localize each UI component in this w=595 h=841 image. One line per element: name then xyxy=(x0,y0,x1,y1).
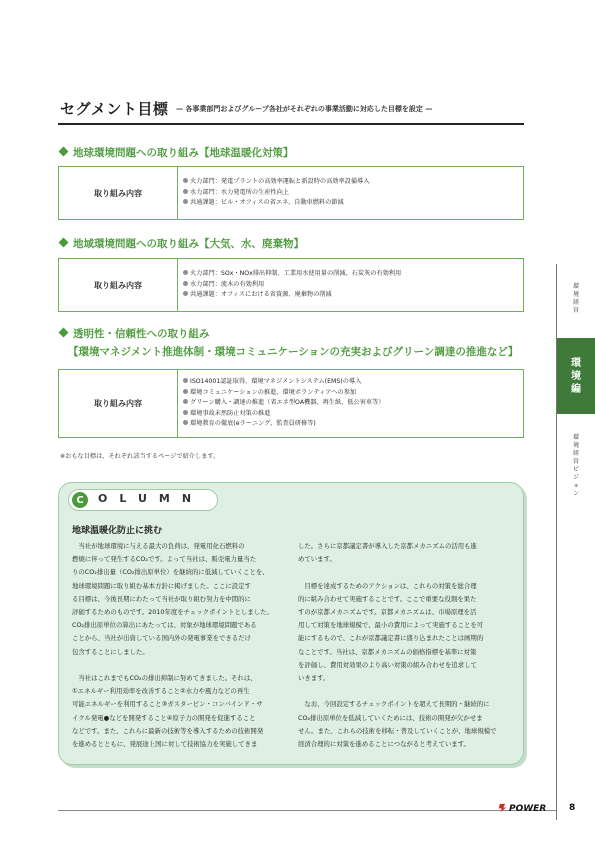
list-item xyxy=(183,377,519,388)
section-heading-transparency xyxy=(60,326,210,341)
section-box-transparency xyxy=(58,369,524,438)
list-item xyxy=(183,269,519,280)
section-heading-global xyxy=(60,145,294,160)
section-subheading-transparency: 【環境マネジメント推進体制・環境コミュニケーションの充実およびグリーン調達の推進など】 xyxy=(68,346,519,358)
box-label: 取り組み内容 xyxy=(59,167,178,219)
footnote: ※おもな目標は、それぞれ該当するページで紹介します。 xyxy=(60,453,220,460)
box-items xyxy=(183,259,519,311)
box-items xyxy=(183,370,519,437)
bullet-dot-icon xyxy=(183,399,188,404)
list-item-text: 水力部門：水力発電所の生産性向上 xyxy=(190,188,289,196)
diamond-bullet-icon xyxy=(59,147,69,157)
section-box-global xyxy=(58,166,524,220)
bullet-dot-icon xyxy=(183,281,188,286)
list-item xyxy=(183,419,519,430)
page-title: セグメント目標 xyxy=(60,100,169,118)
bullet-dot-icon xyxy=(183,189,188,194)
bullet-dot-icon xyxy=(183,178,188,183)
list-item-text: 共通課題：ビル・オフィスの省エネ、自動車燃料の節減 xyxy=(190,199,344,207)
bullet-dot-icon xyxy=(183,420,188,425)
section-box-regional xyxy=(58,258,524,312)
list-item xyxy=(183,198,519,209)
column-body-right: した。さらに京都議定書が導入した京都メカニズムの活用も進 めています。 目標を達成するためのアクションは、これらの対策を総合理 的に組み合わせて実施することです。ここで重要な役割を果た すのが京都メカニズムです。京都メカニズムは、市場原理を活 用して対策を地球規模で、最小の費用によって実施することを可 能にするもので、これが京都議定書に盛り込まれたことは画期的 なことです。当社は、京都メカニズムの価格指標を基準に対策 を評価し、費用対効果のより高い対策の組み合わせを追求して いきます。 なお、今回設定するチェックポイントを超えて長期的・継続的に CO₂排出原単位を低減していくためには、技術の開発が欠かせま せん。また、これらの技術を移転・普及していくことが、地球規模で 経済合理的に対策を進めることにつながると考えています。 xyxy=(298,542,497,749)
box-items xyxy=(183,167,519,219)
list-item-text: グリーン購入・調達の推進（省エネ型OA機器、再生紙、低公害車等） xyxy=(190,399,385,407)
side-nav-item-vision[interactable]: 環境経営ビジョン xyxy=(572,434,579,497)
list-item xyxy=(183,388,519,399)
footer-rule xyxy=(58,810,556,811)
diamond-bullet-icon xyxy=(59,238,69,248)
section-heading-text: 地球環境問題への取り組み【地球温暖化対策】 xyxy=(73,147,294,159)
list-item-text: 火力部門：SOx・NOx排出抑制、工業用水使用量の削減、石炭灰の有効利用 xyxy=(190,270,402,278)
side-nav-item-management[interactable]: 環境経営 xyxy=(572,283,579,314)
list-item-text: 環境コミュニケーションの推進、環境ボランティアへの参加 xyxy=(190,388,357,396)
list-item xyxy=(183,177,519,188)
logo-mark-icon xyxy=(498,803,507,812)
column-c-icon: C xyxy=(72,492,88,508)
list-item-text: 火力部門：発電プラントの高効率運転と新設時の高効率設備導入 xyxy=(190,178,370,186)
title-rule xyxy=(58,123,524,125)
list-item xyxy=(183,409,519,420)
list-item-text: 共通課題：オフィスにおける省資源、廃棄物の削減 xyxy=(190,291,332,299)
section-heading-regional xyxy=(60,236,304,251)
column-title: 地球温暖化防止に挑む xyxy=(72,526,163,536)
diamond-bullet-icon xyxy=(59,328,69,338)
bullet-dot-icon xyxy=(183,270,188,275)
side-tab-label: 環境編 xyxy=(571,357,581,395)
list-item xyxy=(183,188,519,199)
list-item xyxy=(183,280,519,291)
page-subtitle: — 各事業部門およびグループ各社がそれぞれの事業活動に対応した目標を設定 — xyxy=(176,105,433,113)
bullet-dot-icon xyxy=(183,199,188,204)
list-item-text: 環境事故未然防止対策の推進 xyxy=(190,409,271,417)
bullet-dot-icon xyxy=(183,291,188,296)
column-label: OLUMN xyxy=(98,492,204,505)
section-heading-text: 地域環境問題への取り組み【大気、水、廃棄物】 xyxy=(73,238,304,250)
bullet-dot-icon xyxy=(183,410,188,415)
list-item-text: 環境教育の徹底(eラーニング、監査員研修等) xyxy=(190,420,316,428)
list-item xyxy=(183,290,519,301)
column-body-left: 当社が地球環境に与える最大の負荷は、発電用化石燃料の 燃焼に伴って発生するCO₂です。よって当社は、販売電力量当た りのCO₂排出量（CO₂排出原単位）を継続的に低減していくことを、 地球環境問題に取り組む基本方針に掲げました。ここに設定す る目標は、今後長期にわたって当社が取り組む努力を中間的に 評価するためのものです。2010年度をチェックポイントとしました。 CO₂排出原単位の算出にあたっては、対象が地球環境問題である ことから、当社が出資している国内外の発電事業をできるだけ 包含することにしました。 当社はこれまでもCO₂の排出抑制に努めてきました。それは、 ①エネルギー利用効率を改善すること②水力や風力などの再生 可能エネルギーを利用すること③ガスタービン・コンバインド・サ イクル発電●などを開発すること④原子力の開発を促進すること などです。また、これらに最新の技術等を導入するための技術開発 を進めるとともに、発展途上国に対して技術協力を実施してきま xyxy=(72,542,273,749)
list-item-text: 水力部門：流木の有効利用 xyxy=(190,280,265,288)
box-label: 取り組み内容 xyxy=(59,259,178,311)
page-number: 8 xyxy=(569,803,576,813)
box-label: 取り組み内容 xyxy=(59,370,178,437)
logo-text: POWER xyxy=(509,804,547,814)
list-item-text: ISO14001認証取得、環境マネジメントシステム(EMS)の導入 xyxy=(190,378,362,386)
section-heading-text: 透明性・信頼性への取り組み xyxy=(73,328,210,340)
side-nav-tab-environment[interactable] xyxy=(557,338,595,414)
list-item xyxy=(183,398,519,409)
bullet-dot-icon xyxy=(183,389,188,394)
bullet-dot-icon xyxy=(183,378,188,383)
company-logo xyxy=(498,803,546,814)
